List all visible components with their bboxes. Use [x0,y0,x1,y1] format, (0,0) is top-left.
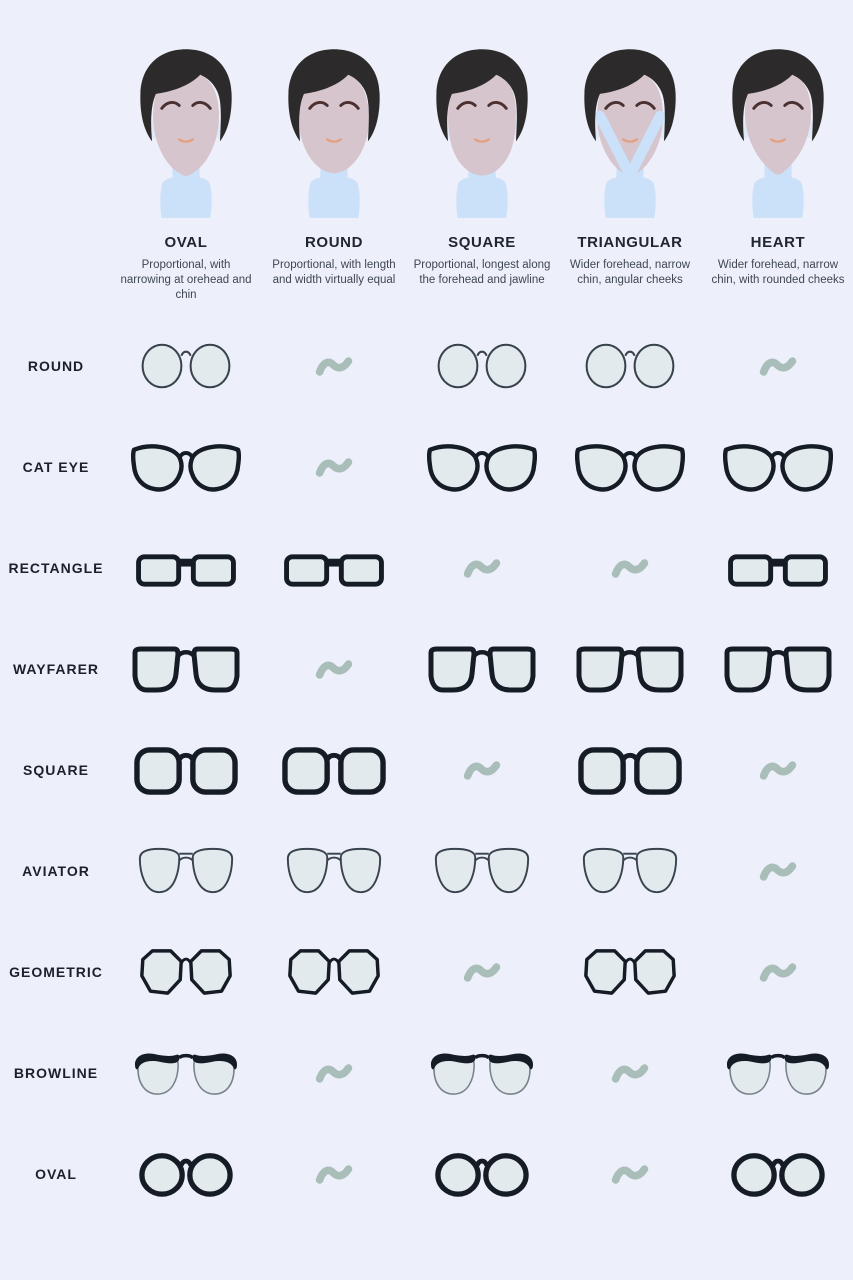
glasses-round-icon [112,339,260,393]
face-shape-name: TRIANGULAR [577,234,683,251]
table-row [0,720,853,821]
table-row [0,821,853,922]
glasses-rectangle-icon [260,546,408,591]
glasses-aviator-icon [556,846,704,896]
glasses-wayfarer-icon [112,644,260,694]
glasses-geometric-icon [112,947,260,997]
glasses-rectangle-icon [704,546,852,591]
not-suitable-tilde-icon [408,555,556,582]
not-suitable-tilde-icon [260,1161,408,1188]
glasses-square-icon [556,745,704,796]
table-row [0,1023,853,1124]
glasses-round-icon [408,339,556,393]
table-row [0,518,853,619]
face-shape-name: ROUND [305,234,363,251]
not-suitable-tilde-icon [704,959,852,986]
glasses-browline-icon [704,1049,852,1098]
face-shape-description: Wider forehead, narrow chin, angular cheeks [569,259,691,287]
glasses-browline-icon [112,1049,260,1098]
glasses-oval-icon [704,1151,852,1197]
face-shape-name: HEART [750,234,806,251]
glasses-geometric-icon [260,947,408,997]
face-shape-description: Proportional, with narrowing at orehead and chin [120,259,252,302]
not-suitable-tilde-icon [556,1060,704,1087]
not-suitable-tilde-icon [556,555,704,582]
face-shape-column-heart [704,46,852,304]
glasses-aviator-icon [408,846,556,896]
glasses-cat-eye-icon [704,440,852,495]
face-shape-column-round [260,46,408,304]
header-spacer [0,46,112,304]
glasses-rectangle-icon [112,546,260,591]
face-shape-description: Proportional, with length and width virtually equal [272,259,396,287]
face-shape-description: Proportional, longest along the forehead and jawline [413,259,551,287]
frame-style-label: CAT EYE [22,459,90,476]
face-shape-column-triangular [556,46,704,304]
heart-face-illustration [715,46,841,226]
table-row [0,417,853,518]
glasses-browline-icon [408,1049,556,1098]
glasses-cat-eye-icon [556,440,704,495]
frame-style-label: BROWLINE [13,1065,99,1082]
not-suitable-tilde-icon [408,757,556,784]
glasses-oval-icon [112,1151,260,1197]
frame-style-label: SQUARE [23,762,89,779]
round-face-illustration [271,46,397,226]
not-suitable-tilde-icon [704,858,852,885]
square-face-illustration [419,46,545,226]
glasses-square-icon [260,745,408,796]
frame-style-label: OVAL [35,1166,77,1183]
glasses-oval-icon [408,1151,556,1197]
not-suitable-tilde-icon [260,454,408,481]
not-suitable-tilde-icon [260,353,408,380]
frame-style-label: RECTANGLE [8,560,104,577]
face-shape-column-square [408,46,556,304]
frame-style-label: WAYFARER [12,661,100,678]
glasses-wayfarer-icon [556,644,704,694]
glasses-cat-eye-icon [112,440,260,495]
glasses-round-icon [556,339,704,393]
face-shape-name: OVAL [164,234,208,251]
frame-style-label: ROUND [27,358,85,375]
table-row [0,619,853,720]
oval-face-illustration [123,46,249,226]
glasses-aviator-icon [260,846,408,896]
glasses-wayfarer-icon [704,644,852,694]
table-row [0,316,853,417]
glasses-aviator-icon [112,846,260,896]
compatibility-grid [0,316,853,1225]
glasses-cat-eye-icon [408,440,556,495]
frame-style-label: AVIATOR [22,863,90,880]
frame-style-label: GEOMETRIC [9,964,103,981]
not-suitable-tilde-icon [704,353,852,380]
glasses-wayfarer-icon [408,644,556,694]
face-shape-name: SQUARE [448,234,516,251]
glasses-square-icon [112,745,260,796]
triangular-face-illustration [567,46,693,226]
not-suitable-tilde-icon [260,656,408,683]
face-shape-header [0,0,853,304]
glasses-geometric-icon [556,947,704,997]
table-row [0,1124,853,1225]
not-suitable-tilde-icon [260,1060,408,1087]
not-suitable-tilde-icon [704,757,852,784]
table-row [0,922,853,1023]
face-shape-column-oval [112,46,260,304]
not-suitable-tilde-icon [556,1161,704,1188]
not-suitable-tilde-icon [408,959,556,986]
face-shape-description: Wider forehead, narrow chin, with rounded cheeks [711,259,845,287]
